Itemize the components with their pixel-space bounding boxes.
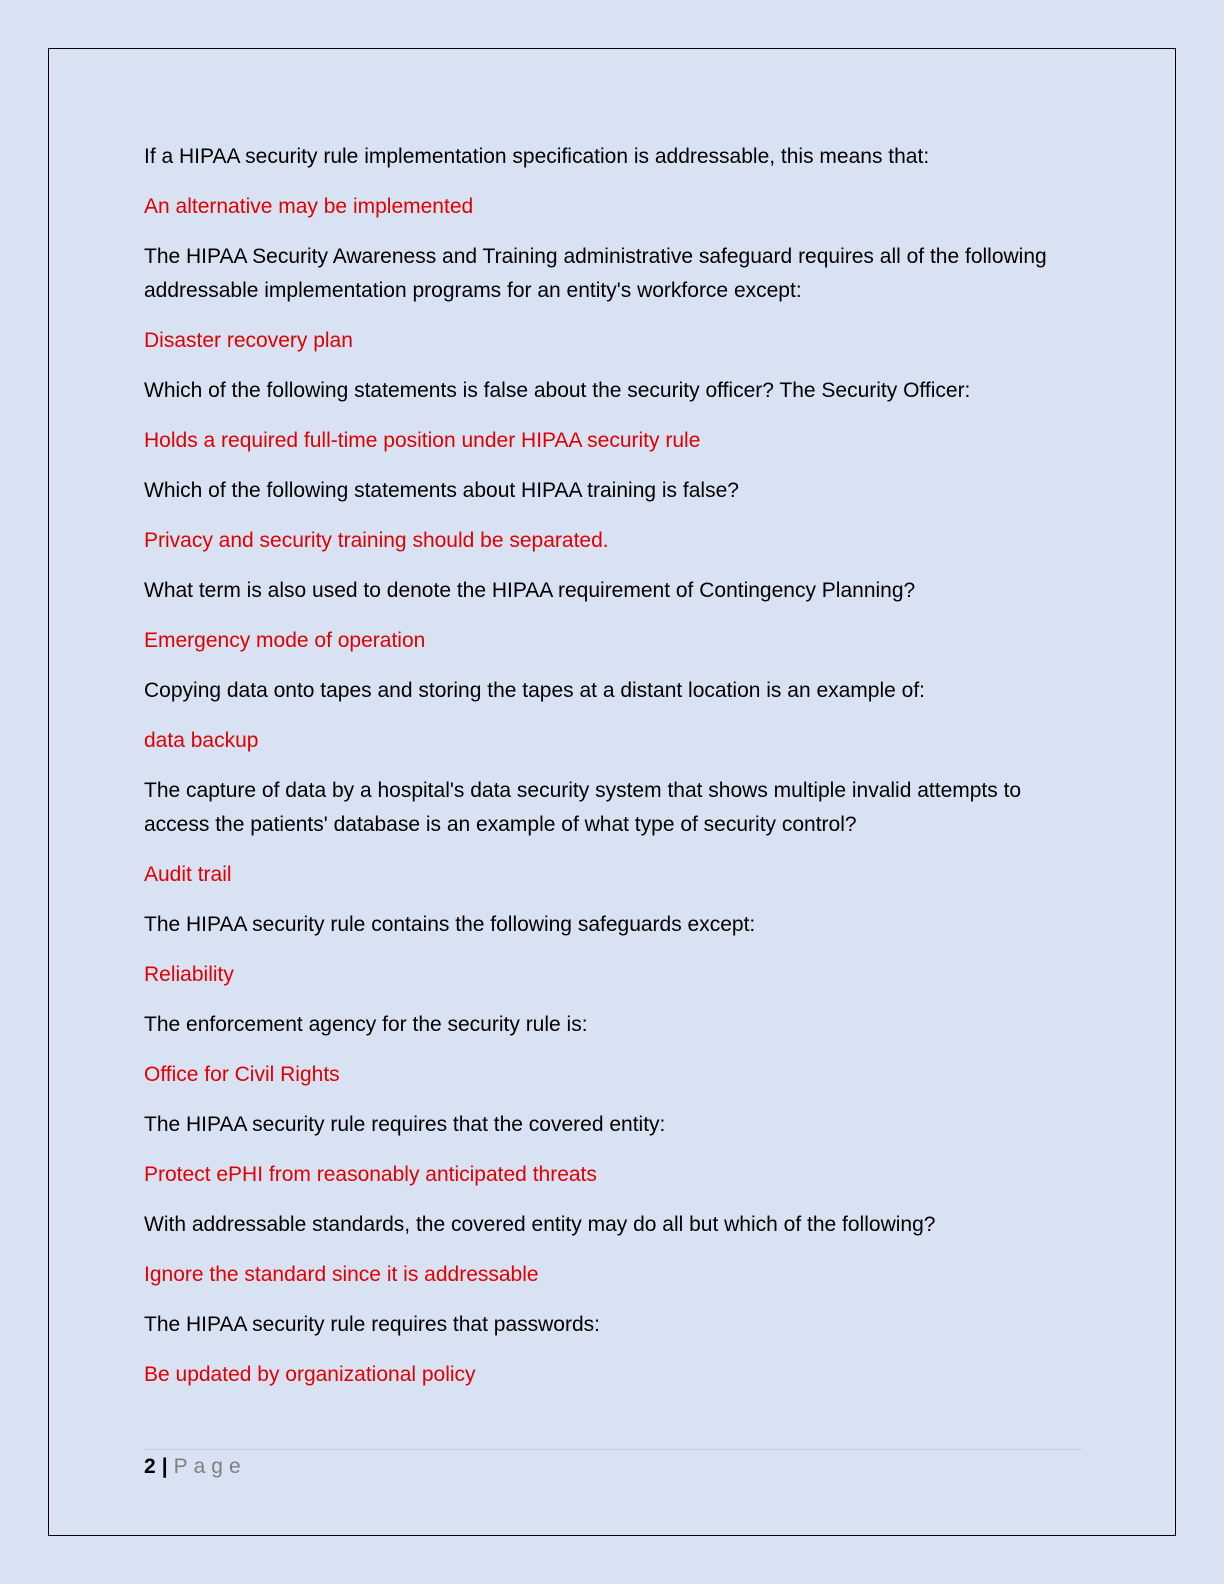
question-text: The HIPAA security rule requires that the covered entity: — [144, 1113, 666, 1136]
footer-divider — [144, 1449, 1082, 1450]
answer-text: Ignore the standard since it is addressable — [144, 1263, 539, 1286]
page-footer — [144, 1452, 247, 1482]
question-text: The HIPAA security rule requires that passwords: — [144, 1313, 600, 1336]
answer-text: Protect ePHI from reasonably anticipated threats — [144, 1163, 597, 1186]
question-text: Which of the following statements about HIPAA training is false? — [144, 479, 739, 502]
answer-text: An alternative may be implemented — [144, 195, 474, 218]
page-number: 2 — [144, 1455, 156, 1478]
answer-text: Reliability — [144, 963, 234, 986]
question-text: If a HIPAA security rule implementation specification is addressable, this means that: — [144, 145, 930, 168]
footer-separator: | — [161, 1455, 168, 1478]
answer-text: Disaster recovery plan — [144, 329, 353, 352]
question-text: Which of the following statements is false about the security officer? The Security Officer: — [144, 379, 971, 402]
answer-text: data backup — [144, 729, 259, 752]
question-text: The HIPAA security rule contains the following safeguards except: — [144, 913, 756, 936]
question-text: What term is also used to denote the HIPAA requirement of Contingency Planning? — [144, 579, 916, 602]
answer-text: Audit trail — [144, 863, 232, 886]
answer-text: Office for Civil Rights — [144, 1063, 340, 1086]
answer-text: Be updated by organizational policy — [144, 1363, 476, 1386]
question-text: The enforcement agency for the security rule is: — [144, 1013, 588, 1036]
answer-text: Privacy and security training should be separated. — [144, 529, 609, 552]
question-text: The HIPAA Security Awareness and Training administrative safeguard requires all of the following addressable implementation programs for an entity's workforce except: — [144, 245, 1047, 302]
answer-text: Holds a required full-time position under HIPAA security rule — [144, 429, 701, 452]
answer-text: Emergency mode of operation — [144, 629, 426, 652]
question-text: With addressable standards, the covered entity may do all but which of the following? — [144, 1213, 936, 1236]
page-label: Page — [173, 1455, 247, 1478]
question-text: The capture of data by a hospital's data security system that shows multiple invalid attempts to access the patients' database is an example of what type of security control? — [144, 779, 1022, 836]
document-body — [144, 140, 1084, 1408]
question-text: Copying data onto tapes and storing the tapes at a distant location is an example of: — [144, 679, 926, 702]
